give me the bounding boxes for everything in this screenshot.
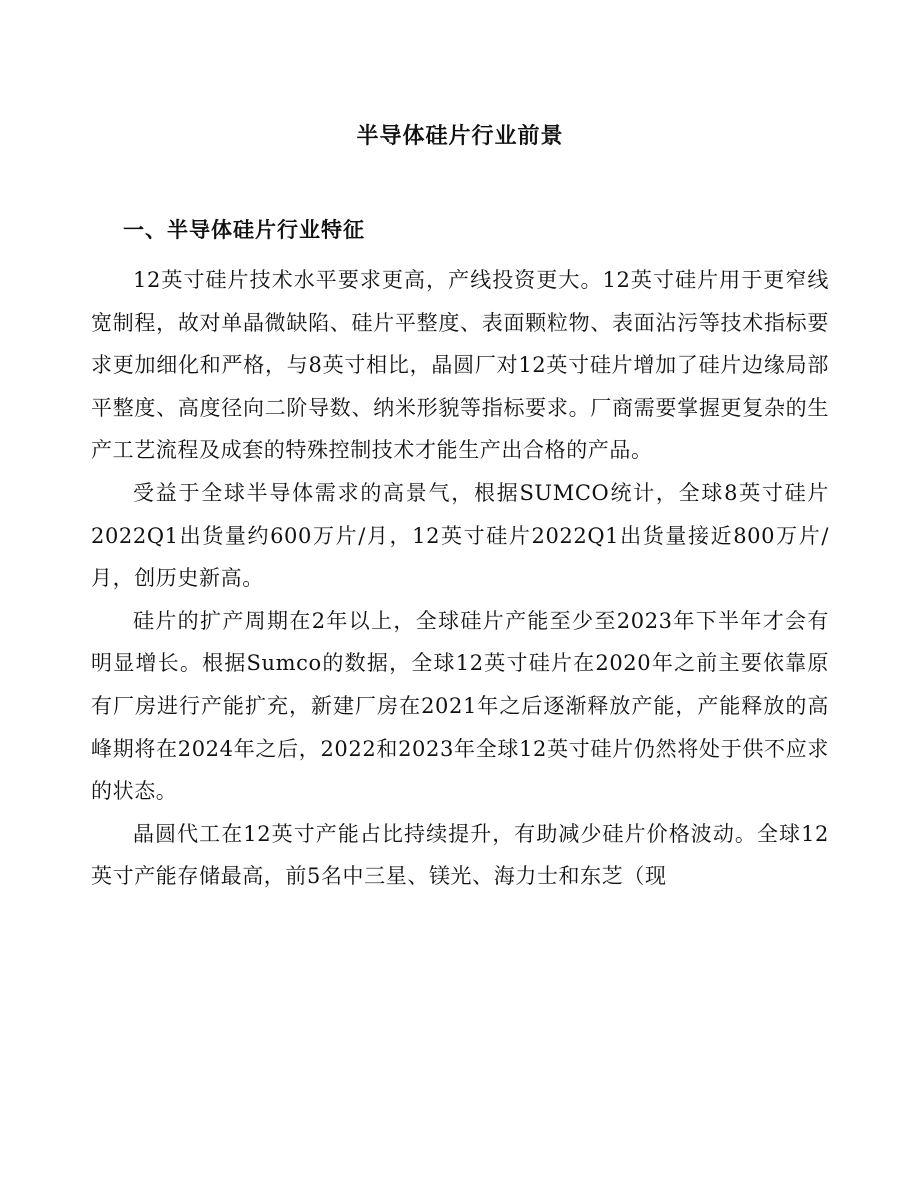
paragraph: 硅片的扩产周期在2年以上，全球硅片产能至少至2023年下半年才会有明显增长。根据Sumco的数据，全球12英寸硅片在2020年之前主要依靠原有厂房进行产能扩充，新建厂房在2021年之后逐渐释放产能，产能释放的高峰期将在2024年之后，2022和2023年全球12英寸硅片仍然将处于供不应求的状态。 xyxy=(91,608,829,804)
paragraph: 12英寸硅片技术水平要求更高，产线投资更大。12英寸硅片用于更窄线宽制程，故对单晶微缺陷、硅片平整度、表面颗粒物、表面沾污等技术指标要求更加细化和严格，与8英寸相比，晶圆厂对12英寸硅片增加了硅片边缘局部平整度、高度径向二阶导数、纳米形貌等指标要求。厂商需要掌握更复杂的生产工艺流程及成套的特殊控制技术才能生产出合格的产品。 xyxy=(91,268,829,463)
paragraph: 受益于全球半导体需求的高景气，根据SUMCO统计，全球8英寸硅片2022Q1出货量约600万片/月，12英寸硅片2022Q1出货量接近800万片/月，创历史新高。 xyxy=(91,480,829,591)
document-title: 半导体硅片行业前景 xyxy=(356,124,564,149)
document-body xyxy=(91,259,829,898)
paragraph: 晶圆代工在12英寸产能占比持续提升，有助减少硅片价格波动。全球12英寸产能存储最高，前5名中三星、镁光、海力士和东芝（现 xyxy=(91,821,829,889)
section-heading: 一、半导体硅片行业特征 xyxy=(123,218,365,242)
